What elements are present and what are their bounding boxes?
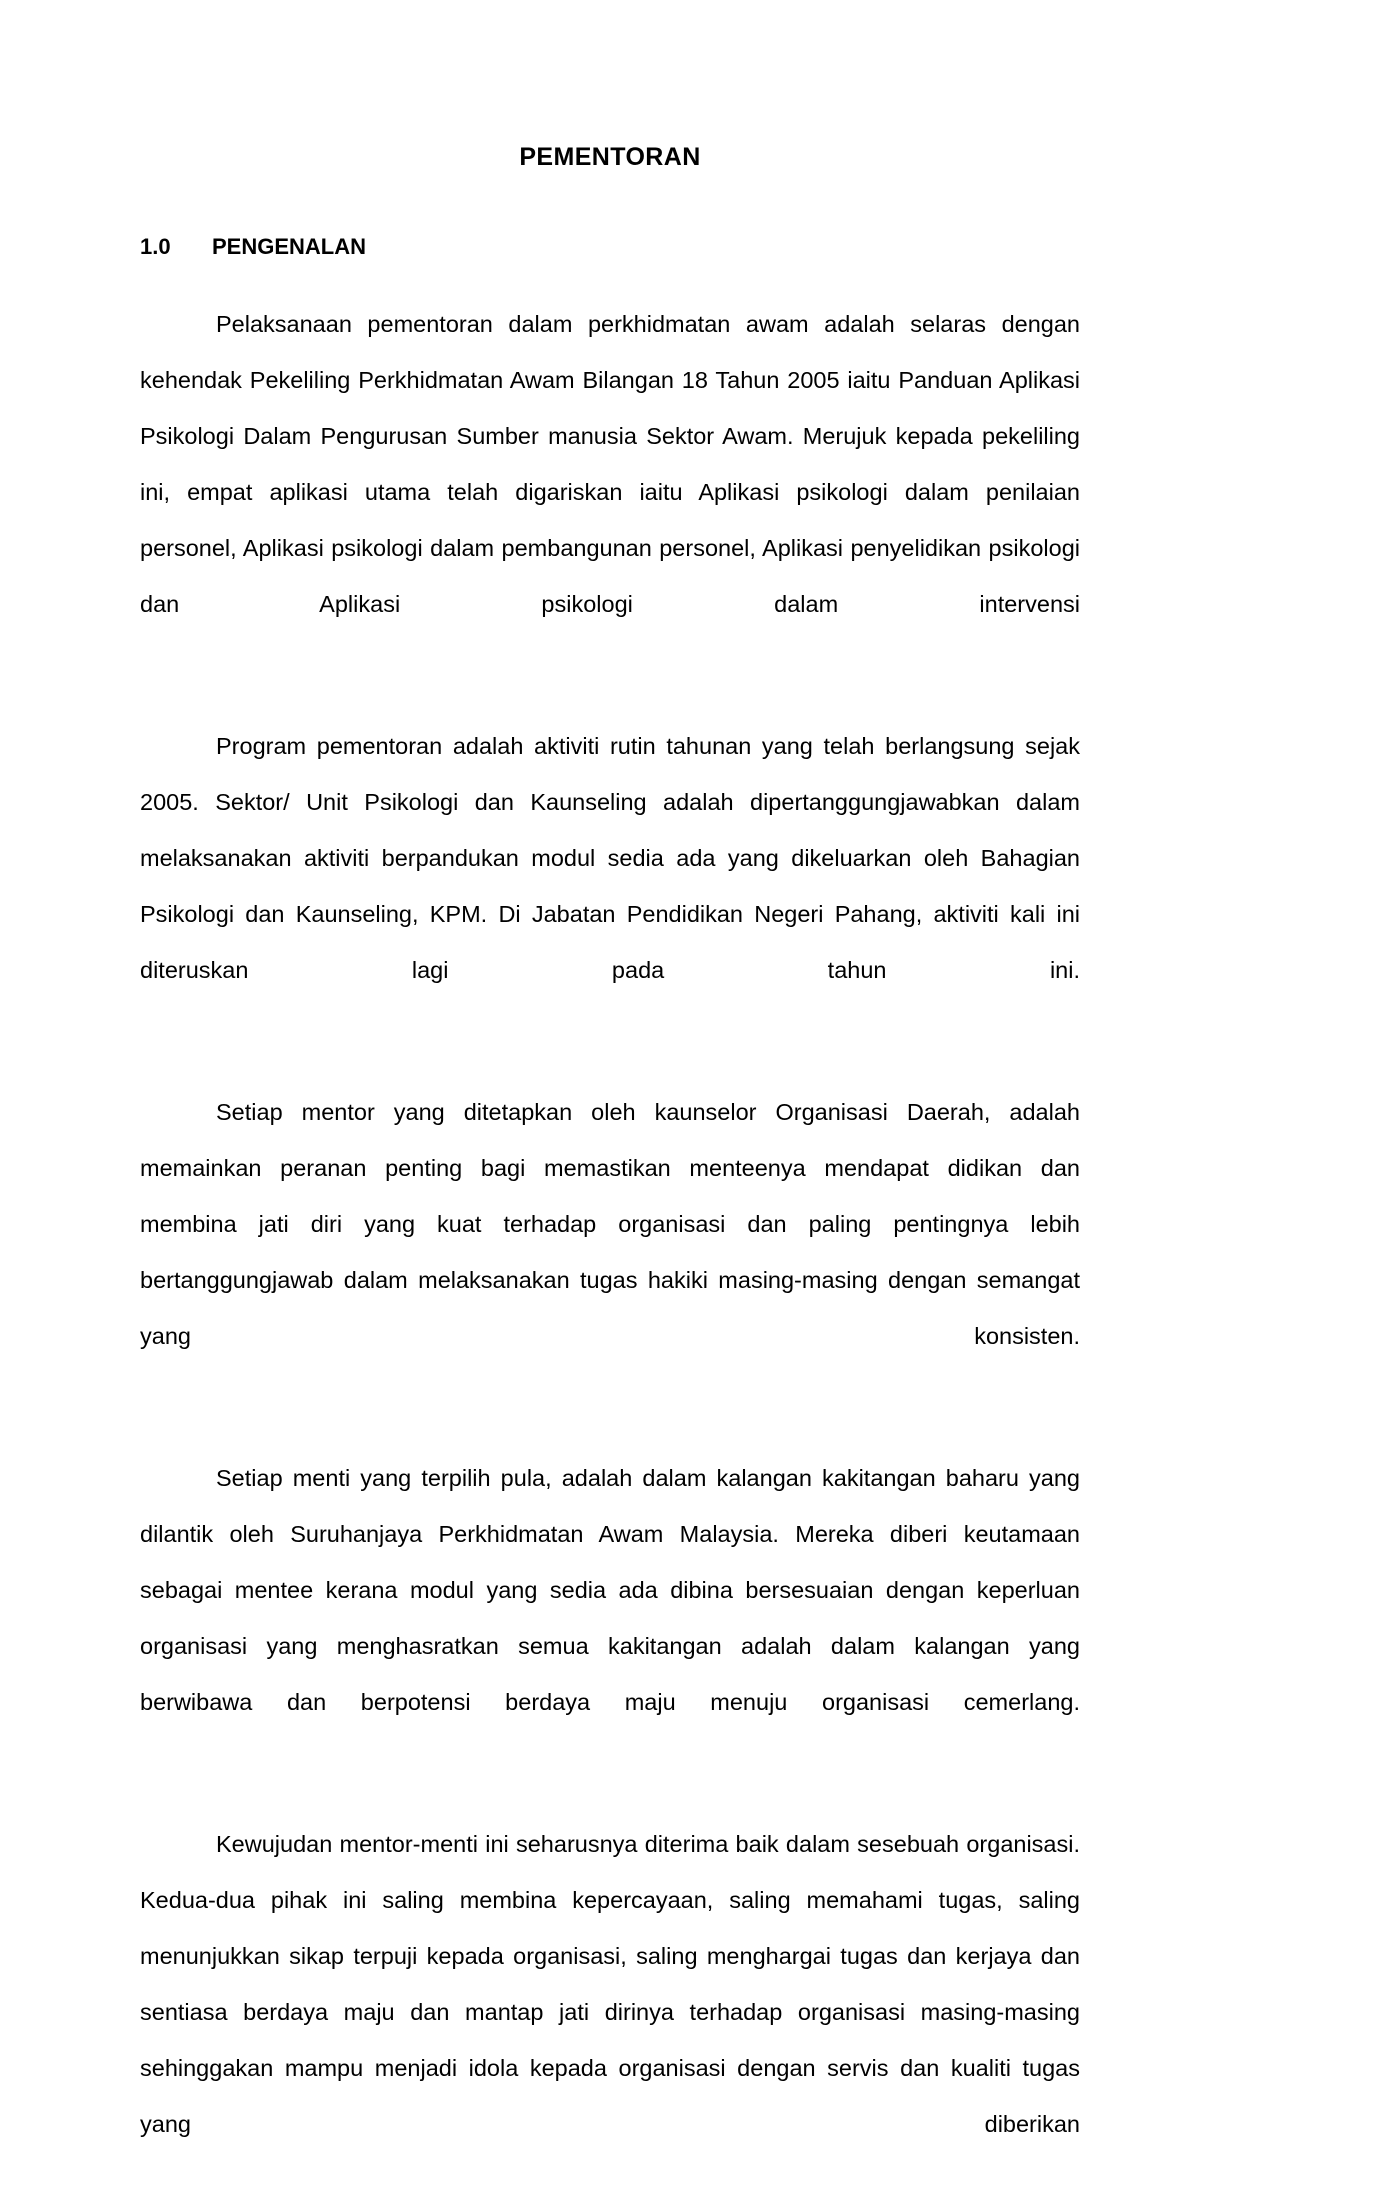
section-heading bbox=[140, 172, 1080, 260]
paragraph: Setiap menti yang terpilih pula, adalah dalam kalangan kakitangan baharu yang dilantik oleh Suruhanjaya Perkhidmatan Awam Malaysia. Mereka diberi keutamaan sebagai mentee kerana modul yang sedia ada dibina bersesuaian dengan keperluan organisasi yang menghasratkan semua kakitangan adalah dalam kalangan yang berwibawa dan berpotensi berdaya maju menuju organisasi cemerlang. bbox=[140, 1465, 1080, 1715]
page-title: PEMENTORAN bbox=[519, 143, 701, 171]
body-text bbox=[140, 260, 1080, 2208]
paragraph: Pelaksanaan pementoran dalam perkhidmatan awam adalah selaras dengan kehendak Pekeliling Perkhidmatan Awam Bilangan 18 Tahun 2005 iaitu Panduan Aplikasi Psikologi Dalam Pengurusan Sumber manusia Sektor Awam. Merujuk kepada pekeliling ini, empat aplikasi utama telah digariskan iaitu Aplikasi psikologi dalam penilaian personel, Aplikasi psikologi dalam pembangunan personel, Aplikasi penyelidikan psikologi dan Aplikasi psikologi dalam intervensi bbox=[140, 311, 1080, 617]
paragraph: Setiap mentor yang ditetapkan oleh kaunselor Organisasi Daerah, adalah memainkan peranan penting bagi memastikan menteenya mendapat didikan dan membina jati diri yang kuat terhadap organisasi dan paling pentingnya lebih bertanggungjawab dalam melaksanakan tugas hakiki masing-masing dengan semangat yang konsisten. bbox=[140, 1099, 1080, 1349]
page-content bbox=[140, 0, 1080, 2208]
section-number: 1.0 bbox=[140, 234, 171, 259]
paragraph: Kewujudan mentor-menti ini seharusnya diterima baik dalam sesebuah organisasi. Kedua-dua pihak ini saling membina kepercayaan, saling memahami tugas, saling menunjukkan sikap terpuji kepada organisasi, saling menghargai tugas dan kerjaya dan sentiasa berdaya maju dan mantap jati dirinya terhadap organisasi masing-masing sehinggakan mampu menjadi idola kepada organisasi dengan servis dan kualiti tugas yang diberikan bbox=[140, 1831, 1080, 2137]
paragraph: Program pementoran adalah aktiviti rutin tahunan yang telah berlangsung sejak 2005. Sektor/ Unit Psikologi dan Kaunseling adalah dipertanggungjawabkan dalam melaksanakan aktiviti berpandukan modul sedia ada yang dikeluarkan oleh Bahagian Psikologi dan Kaunseling, KPM. Di Jabatan Pendidikan Negeri Pahang, aktiviti kali ini diteruskan lagi pada tahun ini. bbox=[140, 733, 1080, 983]
section-heading-label: PENGENALAN bbox=[212, 234, 367, 259]
